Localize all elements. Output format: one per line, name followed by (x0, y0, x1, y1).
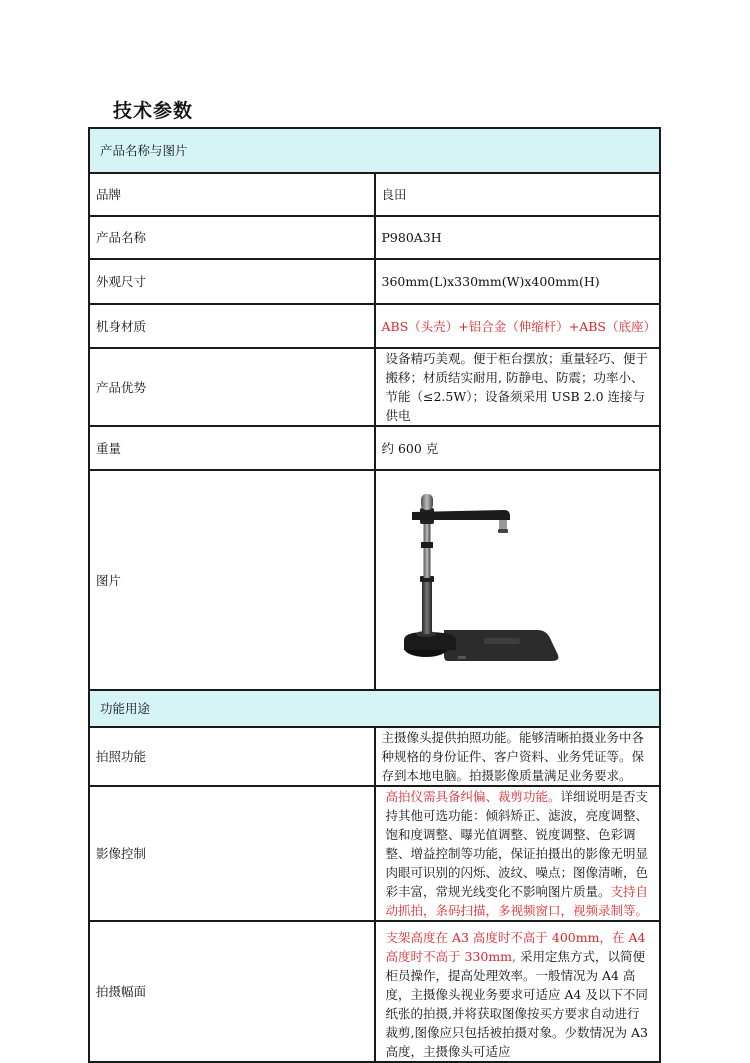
section-title-function: 功能用途 (89, 690, 660, 727)
row-label-material: 机身材质 (89, 304, 375, 348)
shooting-area-detail-text: 采用定焦方式，以简便柜员操作，提高处理效率。一般情况为 A4 高度，主摄像头视业务要求可适应 A4 及以下不同纸张的拍摄,并将获取图像按买方要求自动进行裁剪,图像应只包括被拍摄对象。少数情况为 A3 高度，主摄像头可适应 (385, 949, 648, 1059)
row-label-name: 产品名称 (89, 216, 375, 259)
row-label-weight: 重量 (89, 426, 375, 470)
table-row (89, 173, 660, 216)
table-row (89, 259, 660, 304)
document-camera-image (386, 480, 586, 680)
row-label-photo-function: 拍照功能 (89, 727, 375, 786)
row-value-weight: 约 600 克 (375, 426, 661, 470)
table-row (89, 304, 660, 348)
table-row (89, 786, 660, 921)
row-value-image-control (375, 786, 661, 921)
table-row (89, 470, 660, 690)
spec-table (88, 127, 661, 1063)
image-control-detail-text: 详细说明是否支持其他可选功能：倾斜矫正、滤波，亮度调整、饱和度调整、曝光值调整、锐度调整、色彩调整、增益控制等功能，保证拍摄出的影像无明显肉眼可识别的闪烁、波纹、噪点；图像清晰，色彩丰富，常规光线变化不影响图片质量。 (385, 789, 649, 899)
table-row (89, 216, 660, 259)
table-row (89, 348, 660, 426)
row-value-brand: 良田 (375, 173, 661, 216)
row-label-advantage: 产品优势 (89, 348, 375, 426)
table-row (89, 727, 660, 786)
product-image-cell (375, 470, 661, 690)
table-row (89, 921, 660, 1062)
section-title-product: 产品名称与图片 (89, 128, 660, 173)
row-value-shooting-area (375, 921, 661, 1062)
row-value-material: ABS（头壳）+铝合金（伸缩杆）+ABS（底座） (375, 304, 661, 348)
image-control-required-text: 高拍仪需具备纠偏、裁剪功能。 (385, 789, 561, 804)
row-value-photo-function: 主摄像头提供拍照功能。能够清晰拍摄业务中各种规格的身份证件、客户资料、业务凭证等。保存到本地电脑。拍摄影像质量满足业务要求。 (375, 727, 661, 786)
row-value-name: P980A3H (375, 216, 661, 259)
row-label-shooting-area: 拍摄幅面 (89, 921, 375, 1062)
section-row-product (89, 128, 660, 173)
row-label-image-control: 影像控制 (89, 786, 375, 921)
section-row-function (89, 690, 660, 727)
row-value-advantage: 设备精巧美观。便于柜台摆放；重量轻巧、便于搬移；材质结实耐用, 防静电、防震；功率小、节能（≤2.5W）；设备须采用 USB 2.0 连接与供电 (375, 348, 661, 426)
row-label-brand: 品牌 (89, 173, 375, 216)
row-label-image: 图片 (89, 470, 375, 690)
table-row (89, 426, 660, 470)
page-title: 技术参数 (113, 100, 194, 122)
shooting-area-height-text: 支架高度在 A3 高度时不高于 400mm，在 A4 高度时不高于 330mm, (385, 930, 646, 964)
row-label-size: 外观尺寸 (89, 259, 375, 304)
image-control-extra-text: 支持自动抓拍，条码扫描，多视频窗口，视频录制等。 (385, 884, 649, 918)
row-value-size: 360mm(L)x330mm(W)x400mm(H) (375, 259, 661, 304)
